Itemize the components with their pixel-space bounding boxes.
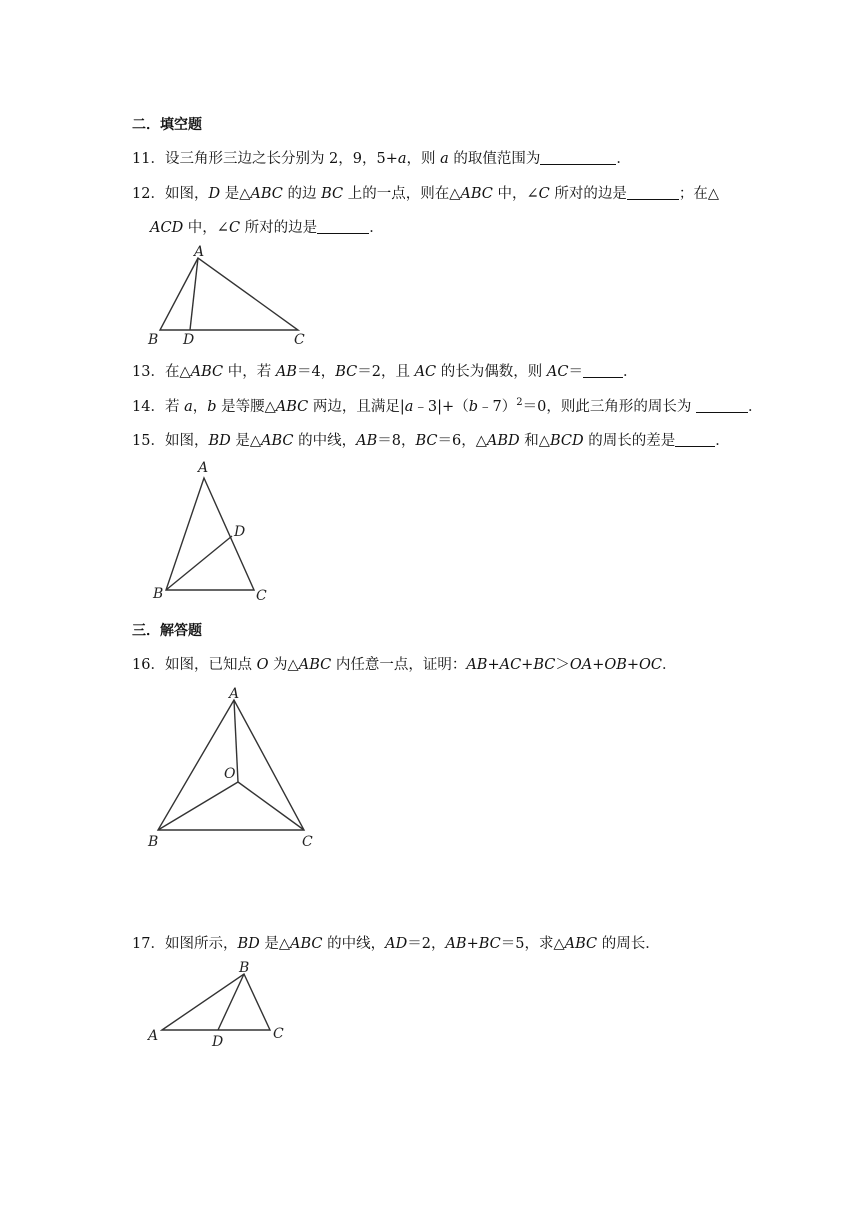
label-b: B [148, 834, 159, 850]
triangle-abc [160, 258, 298, 330]
question-16: 16．如图，已知点 O 为△ABC 内任意一点，证明：AB+AC+BC＞OA+OB+OC． [132, 657, 677, 673]
answer-blank[interactable] [540, 150, 616, 165]
question-14: 14．若 a，b 是等腰△ABC 两边，且满足|a﹣3|+（b﹣7）$^2$＝0，则此三角形的周长为 ． [132, 397, 763, 415]
answer-blank[interactable] [627, 185, 679, 200]
figure-15-triangle [148, 458, 278, 604]
label-b: B [239, 960, 250, 976]
question-13: 13．在△ABC 中，若 AB＝4，BC＝2，且 AC 的长为偶数，则 AC＝ ． [132, 364, 638, 380]
question-17: 17．如图所示，BD 是△ABC 的中线，AD＝2，AB+BC＝5，求△ABC 的周长． [132, 936, 660, 952]
question-12: 12．如图，D 是△ABC 的边 BC 上的一点，则在△ABC 中，∠C 所对的边是 ；在△ [132, 186, 720, 202]
segment-ad [190, 258, 198, 330]
segment-bd [166, 536, 232, 590]
label-d: D [234, 524, 246, 540]
label-b: B [148, 332, 159, 348]
triangle-abc [162, 974, 270, 1030]
answer-blank[interactable] [583, 363, 623, 378]
triangle-abc [158, 700, 304, 830]
label-c: C [302, 834, 313, 850]
answer-blank[interactable] [317, 219, 369, 234]
segment-oc [238, 782, 304, 830]
label-d: D [183, 332, 195, 348]
label-c: C [273, 1026, 284, 1042]
label-a: A [198, 460, 209, 476]
figure-16-triangle [140, 684, 330, 854]
answer-blank[interactable] [696, 398, 748, 413]
label-c: C [256, 588, 267, 604]
question-12-line2: ACD 中，∠C 所对的边是 ． [150, 220, 384, 236]
question-15: 15．如图，BD 是△ABC 的中线，AB＝8，BC＝6，△ABD 和△BCD 的周长的差是 ． [132, 433, 730, 449]
answer-blank[interactable] [675, 432, 715, 447]
label-o: O [224, 766, 236, 782]
label-b: B [153, 586, 164, 602]
label-c: C [294, 332, 305, 348]
figure-12-triangle [140, 244, 330, 348]
figure-17-triangle [144, 958, 300, 1054]
label-a: A [229, 686, 240, 702]
label-a: A [194, 244, 205, 260]
section-heading-solve: 三．解答题 [132, 623, 202, 639]
section-heading-fill: 二．填空题 [132, 117, 202, 133]
segment-ob [158, 782, 238, 830]
question-11: 11．设三角形三边之长分别为 2，9，5+a，则 a 的取值范围为 ． [132, 151, 631, 167]
label-a: A [148, 1028, 159, 1044]
label-d: D [212, 1034, 224, 1050]
